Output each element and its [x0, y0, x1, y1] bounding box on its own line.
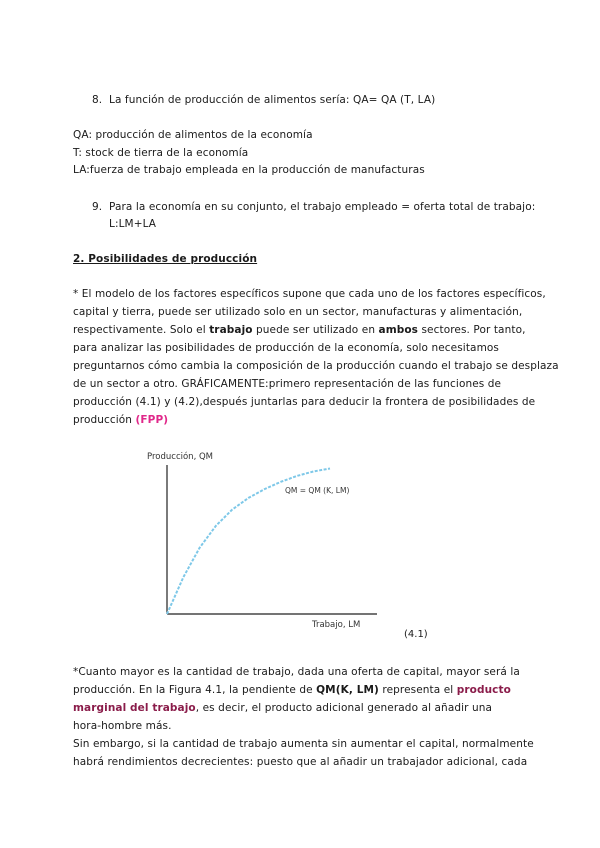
item-8-number: 8. — [92, 94, 103, 106]
para1-line-3-c: puede ser utilizado en — [252, 324, 379, 336]
chart-ylabel: Producción, QM — [147, 452, 213, 462]
para2-line-1: *Cuanto mayor es la cantidad de trabajo, dada una oferta de capital, mayor será la — [73, 666, 520, 678]
para1-line-2: capital y tierra, puede ser utilizado solo en un sector, manufacturas y alimentación, — [73, 306, 523, 318]
keyword-ambos: ambos — [378, 324, 419, 336]
para1-line-3-a: respectivamente. Solo el — [73, 324, 210, 336]
keyword-fpp: (FPP) — [135, 414, 169, 426]
definition-t: T: stock de tierra de la economía — [73, 147, 249, 159]
para1-line-4: para analizar las posibilidades de producción de la economía, solo necesitamos — [73, 342, 499, 354]
definition-la: LA:fuerza de trabajo empleada en la producción de manufacturas — [73, 164, 425, 176]
keyword-qm: QM(K, LM) — [316, 684, 379, 696]
item-9-line-2: L:LM+LA — [109, 218, 157, 230]
para1-line-8 — [73, 413, 168, 427]
chart-curve-label: QM = QM (K, LM) — [285, 486, 350, 495]
para2-line-3 — [73, 701, 492, 715]
para2-line-2-c: representa el — [378, 684, 457, 696]
para2-line-2 — [73, 683, 511, 697]
para1-line-3-e: sectores. Por tanto, — [418, 324, 526, 336]
para2-line-2-a: producción. En la Figura 4.1, la pendiente de — [73, 684, 317, 696]
para2-line-5: Sin embargo, si la cantidad de trabajo aumenta sin aumentar el capital, normalmente — [73, 738, 534, 750]
section-title: 2. Posibilidades de producción — [73, 253, 258, 265]
keyword-marginal: marginal del trabajo — [73, 702, 196, 714]
item-9-number: 9. — [92, 201, 103, 213]
figure-number: (4.1) — [404, 629, 428, 640]
para1-line-3 — [73, 323, 526, 337]
para1-line-8-a: producción — [73, 414, 136, 426]
item-9-line-1: Para la economía en su conjunto, el trabajo empleado = oferta total de trabajo: — [109, 201, 536, 213]
para1-line-6: de un sector a otro. GRÁFICAMENTE:primero representación de las funciones de — [73, 378, 502, 390]
chart-xlabel: Trabajo, LM — [312, 620, 361, 630]
keyword-producto: producto — [456, 684, 511, 696]
definition-qa: QA: producción de alimentos de la economía — [73, 129, 313, 141]
para2-line-4: hora-hombre más. — [73, 720, 172, 732]
para1-line-5: preguntarnos cómo cambia la composición de la producción cuando el trabajo se desplaza — [73, 360, 559, 372]
para1-line-7: producción (4.1) y (4.2),después juntarlas para deducir la frontera de posibilidades de — [73, 396, 536, 408]
para2-line-6: habrá rendimientos decrecientes: puesto que al añadir un trabajador adicional, cada — [73, 756, 528, 768]
item-8-text: La función de producción de alimentos sería: QA= QA (T, LA) — [109, 94, 436, 106]
para1-line-1: * El modelo de los factores específicos supone que cada uno de los factores específicos, — [73, 288, 546, 300]
production-function-chart — [145, 447, 385, 637]
para2-line-3-b: , es decir, el producto adicional generado al añadir una — [195, 702, 493, 714]
keyword-trabajo: trabajo — [209, 324, 253, 336]
